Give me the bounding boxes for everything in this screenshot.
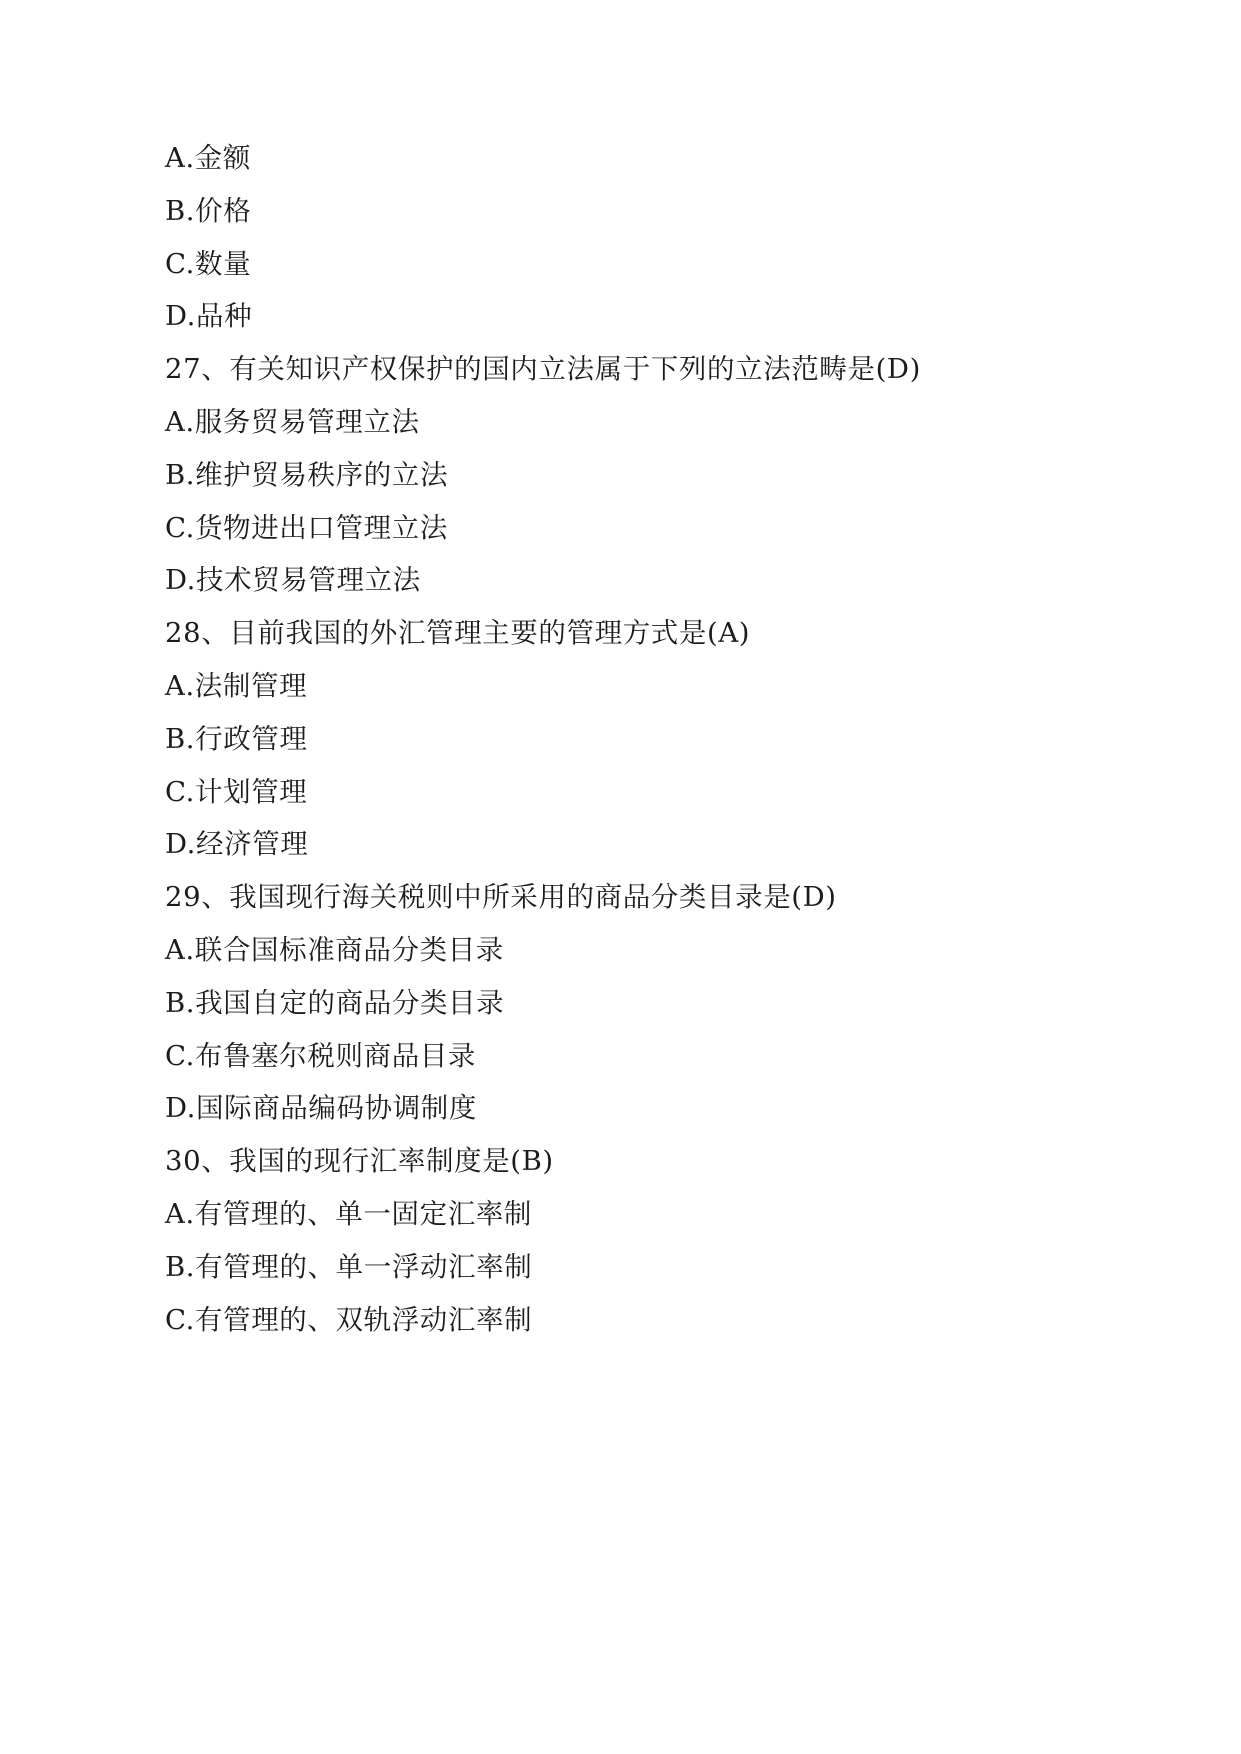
option-item: B.维护贸易秩序的立法 xyxy=(165,458,449,491)
option-item: C.有管理的、双轨浮动汇率制 xyxy=(165,1303,533,1336)
option-item: D.技术贸易管理立法 xyxy=(165,564,421,597)
option-item: B.我国自定的商品分类目录 xyxy=(165,986,505,1019)
option-item: C.货物进出口管理立法 xyxy=(165,511,448,544)
option-item: D.品种 xyxy=(165,300,253,333)
option-item: C.布鲁塞尔税则商品目录 xyxy=(165,1039,477,1072)
option-item: D.经济管理 xyxy=(165,828,309,861)
document-body xyxy=(110,132,1131,1346)
question-block-27 xyxy=(110,343,1131,607)
option-group xyxy=(110,132,1131,343)
question-text: 27、有关知识产权保护的国内立法属于下列的立法范畴是(D) xyxy=(165,353,921,386)
option-item: B.有管理的、单一浮动汇率制 xyxy=(165,1250,533,1283)
option-item: C.计划管理 xyxy=(165,775,308,808)
question-block-30 xyxy=(110,1135,1131,1346)
option-item: A.有管理的、单一固定汇率制 xyxy=(165,1197,532,1230)
question-block-29 xyxy=(110,871,1131,1135)
option-item: A.法制管理 xyxy=(165,669,308,702)
option-item: B.价格 xyxy=(165,194,252,227)
option-item: A.联合国标准商品分类目录 xyxy=(165,933,504,966)
question-block-28 xyxy=(110,607,1131,871)
option-item: A.服务贸易管理立法 xyxy=(165,405,420,438)
option-item: A.金额 xyxy=(165,142,252,174)
question-text: 29、我国现行海关税则中所采用的商品分类目录是(D) xyxy=(165,881,837,914)
option-item: D.国际商品编码协调制度 xyxy=(165,1092,478,1125)
question-text: 30、我国的现行汇率制度是(B) xyxy=(165,1145,554,1178)
option-item: C.数量 xyxy=(165,247,252,280)
question-text: 28、目前我国的外汇管理主要的管理方式是(A) xyxy=(165,617,751,650)
option-item: B.行政管理 xyxy=(165,722,308,755)
